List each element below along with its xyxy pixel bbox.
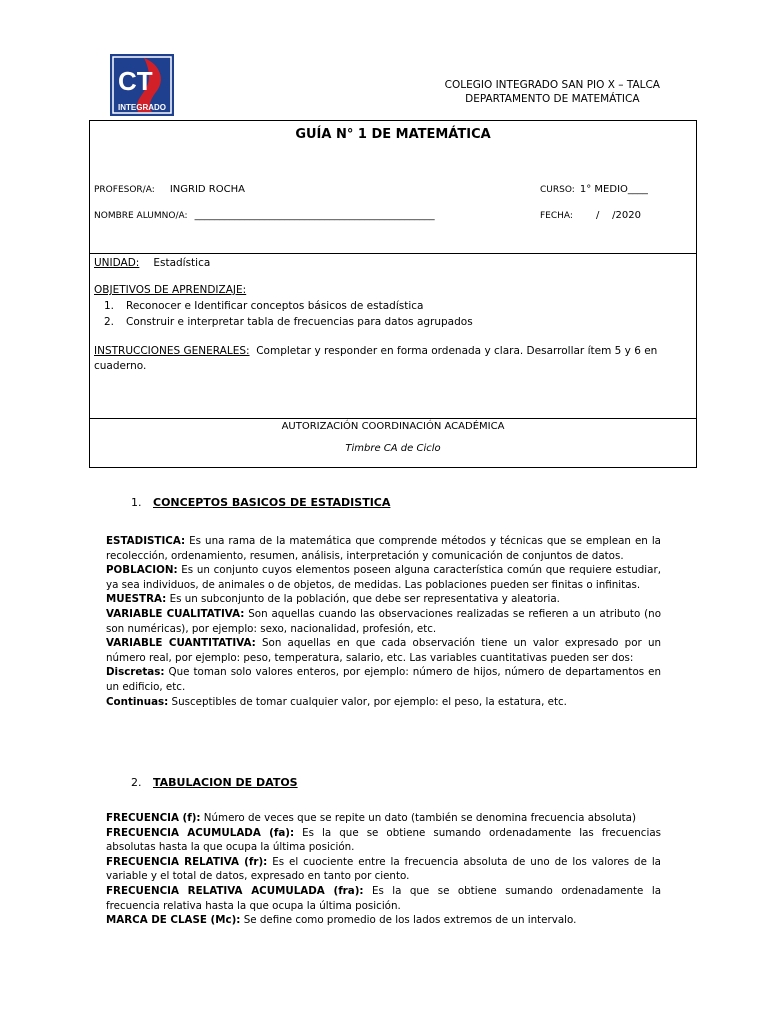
section-2-title: TABULACION DE DATOS (153, 776, 298, 789)
teacher-row (94, 177, 245, 196)
definition: Continuas: Susceptibles de tomar cualquier valor, por ejemplo: el peso, la estatura, etc. (106, 695, 567, 708)
section-1-heading: 1. CONCEPTOS BASICOS DE ESTADISTICA (131, 496, 391, 509)
course-label: CURSO: (540, 185, 575, 195)
date-value: / /2020 (596, 210, 641, 221)
instructions (94, 344, 694, 374)
guide-info-box (89, 120, 697, 254)
definition: FRECUENCIA RELATIVA (fr): Es el cuociente entre la frecuencia absoluta de uno de los valores de la variable y el total de datos, expresado en tanto por ciento. (106, 855, 661, 883)
course-value: 1° MEDIO____ (579, 184, 648, 195)
definition: Discretas: Que toman solo valores enteros, por ejemplo: número de hijos, número de departamentos en un edificio, etc. (106, 666, 661, 693)
unit-label: UNIDAD: (94, 257, 140, 269)
definition: MUESTRA: Es un subconjunto de la población, que debe ser representativa y aleatoria. (106, 593, 560, 606)
student-row (94, 203, 435, 222)
course-row (540, 177, 648, 196)
definition: MARCA DE CLASE (Mc): Se define como promedio de los lados extremos de un intervalo. (106, 914, 577, 927)
objectives-list (94, 298, 473, 330)
unit-value: Estadística (153, 257, 211, 269)
teacher-name: INGRID ROCHA (169, 184, 245, 195)
school-name: COLEGIO INTEGRADO SAN PIO X – TALCA (444, 79, 660, 91)
department-name: DEPARTAMENTO DE MATEMÁTICA (465, 93, 640, 105)
authorization-stamp: Timbre CA de Ciclo (345, 443, 441, 454)
section-1-title: CONCEPTOS BASICOS DE ESTADISTICA (153, 496, 391, 509)
authorization-box (89, 418, 697, 468)
school-logo (108, 52, 176, 118)
school-header (445, 78, 660, 106)
objectives-title: OBJETIVOS DE APRENDIZAJE: (94, 284, 247, 296)
logo-letters: CT (118, 66, 153, 96)
unit-line (94, 257, 210, 269)
section-1-definitions (106, 534, 661, 709)
definition: FRECUENCIA ACUMULADA (fa): Es la que se obtiene sumando ordenadamente las frecuencias absolutas hasta la que ocupa la última posición. (106, 826, 661, 854)
authorization-title: AUTORIZACIÓN COORDINACIÓN ACADÉMICA (281, 421, 505, 432)
student-name-field[interactable]: ________________________________________________ (194, 210, 435, 221)
student-label: NOMBRE ALUMNO/A: (94, 211, 188, 221)
list-item: 2. Construir e interpretar tabla de frecuencias para datos agrupados (103, 316, 473, 328)
definition: FRECUENCIA RELATIVA ACUMULADA (fra): Es la que se obtiene sumando ordenadamente la frecuencia relativa hasta la que ocupa la última posición. (106, 884, 662, 912)
teacher-label: PROFESOR/A: (94, 185, 155, 195)
section-2-heading: 2. TABULACION DE DATOS (131, 776, 298, 789)
guide-title: GUÍA N° 1 DE MATEMÁTICA (295, 127, 491, 142)
instructions-label: INSTRUCCIONES GENERALES: (94, 345, 250, 357)
instructions-text: Completar y responder en forma ordenada y clara. Desarrollar ítem 5 y 6 en cuaderno. (94, 345, 658, 372)
definition: VARIABLE CUANTITATIVA: Son aquellas en que cada observación tiene un valor expresado por un número real, por ejemplo: peso, temperatura, salario, etc. Las variables cuantitativas pueden ser dos: (106, 637, 661, 664)
definition: FRECUENCIA (f): Número de veces que se repite un dato (también se denomina frecuencia absoluta) (106, 812, 636, 824)
objectives-box (89, 253, 697, 419)
list-item: 1. Reconocer e Identificar conceptos básicos de estadística (103, 300, 424, 312)
definition: VARIABLE CUALITATIVA: Son aquellas cuando las observaciones realizadas se refieren a un atributo (no son numéricas), por ejemplo: sexo, nacionalidad, profesión, etc. (106, 607, 661, 635)
date-label: FECHA: (540, 211, 573, 221)
logo-text: INTEGRADO (118, 103, 166, 112)
definition: POBLACION: Es un conjunto cuyos elementos poseen alguna característica común que requiere estudiar, ya sea individuos, de animales o de objetos, de medidas. Las poblaciones pueden ser finitas o infinitas. (106, 564, 661, 591)
section-2-definitions (106, 811, 661, 928)
date-row (540, 203, 641, 222)
definition: ESTADISTICA: Es una rama de la matemática que comprende métodos y técnicas que se emplean en la recolección, ordenamiento, resumen, análisis, interpretación y comunicación de conjuntos de datos. (106, 535, 661, 562)
